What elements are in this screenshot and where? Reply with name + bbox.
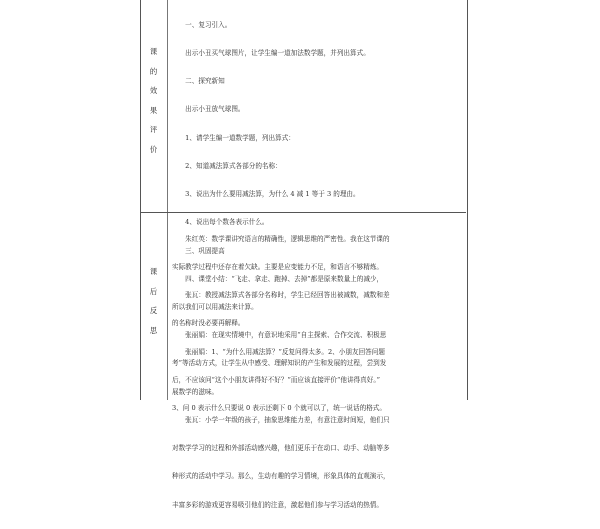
text-line: 四、课堂小结：“飞走、拿走、跑掉、去掉”都是原来数量上的减少， xyxy=(172,274,384,283)
text-line: 张丽娟：1、“为什么用减法算？”反复问得太多。2、小朋友回答问题 xyxy=(172,347,385,356)
label-char: 果 xyxy=(149,105,158,115)
text-line: 一、复习引入。 xyxy=(172,20,232,29)
text-line: 出示小丑买气球图片，让学生编一道加法数学题，并列出算式。 xyxy=(172,49,370,58)
text-line: 朱红英：数学课讲究语言的精确性，逻辑思维的严密性。我在这节课的 xyxy=(172,234,390,243)
text-line: 后，不应该问“这个小朋友讲得好不好？”而应该直接评价“他讲得真好。” xyxy=(172,375,380,384)
text-line: 丰富多彩的游戏更容易吸引他们的注意，激起他们参与学习活动的热情。 xyxy=(172,500,383,509)
section-label-effect-evaluation xyxy=(140,42,167,159)
text-line: 3、说出为什么要用减法算，为什么 4 减 1 等于 3 的理由。 xyxy=(172,190,360,199)
label-char: 后 xyxy=(149,286,158,296)
text-line: 张瓦：教授减法算式各部分名称时，学生已经回答出被减数，减数和差 xyxy=(172,291,390,300)
label-char: 价 xyxy=(149,144,158,154)
text-line: 展数学的滋味。 xyxy=(172,387,219,396)
text-line: 张丽娟：在现实情境中，有意识地采用“自主探索、合作交流、积极思 xyxy=(172,331,387,340)
text-line: 二、探究新知 xyxy=(172,77,225,86)
text-line: 所以我们可以用减法来计算。 xyxy=(172,303,258,311)
text-line: 的名称时没必要再解释。 xyxy=(172,319,245,328)
text-line: 实际教学过程中还存在着欠缺。主要是应变能力不足，和语言不够精炼。 xyxy=(172,263,383,272)
label-char: 思 xyxy=(149,325,158,335)
text-line: 对数学学习的过程和外部活动感兴趣，他们更乐于在动口、动手、动脑等多 xyxy=(172,444,390,453)
column-divider xyxy=(167,0,168,400)
text-line: 2、知道减法算式各部分的名称： xyxy=(172,161,282,170)
text-line: 种形式的活动中学习。那么，生动有趣的学习情境，形象具体的直观演示， xyxy=(172,472,390,481)
text-line: 出示小丑放气球图。 xyxy=(172,105,245,114)
text-line: 3、问 0 表示什么只要说 0 表示还剩下 0 个就可以了，统一说话的格式。 xyxy=(172,404,386,413)
text-line: 张瓦：小学一年级的孩子，抽象思维能力差，有意注意时间短，他们只 xyxy=(172,415,390,424)
text-line: 三、巩固提高 xyxy=(172,246,225,255)
text-line: 1、请学生编一道数学题，列出算式： xyxy=(172,133,295,142)
label-char: 的 xyxy=(149,66,158,76)
label-char: 评 xyxy=(149,125,158,134)
label-char: 反 xyxy=(149,306,158,315)
label-char: 效 xyxy=(149,86,158,95)
text-line: 4、说出每个数各表示什么。 xyxy=(172,218,269,227)
label-char: 课 xyxy=(149,267,158,276)
section-label-reflection xyxy=(140,262,167,340)
text-line: 考”等活动方式，让学生从中感受、理解知识的产生和发展的过程，尝到发 xyxy=(172,359,387,368)
label-char: 课 xyxy=(149,47,158,56)
